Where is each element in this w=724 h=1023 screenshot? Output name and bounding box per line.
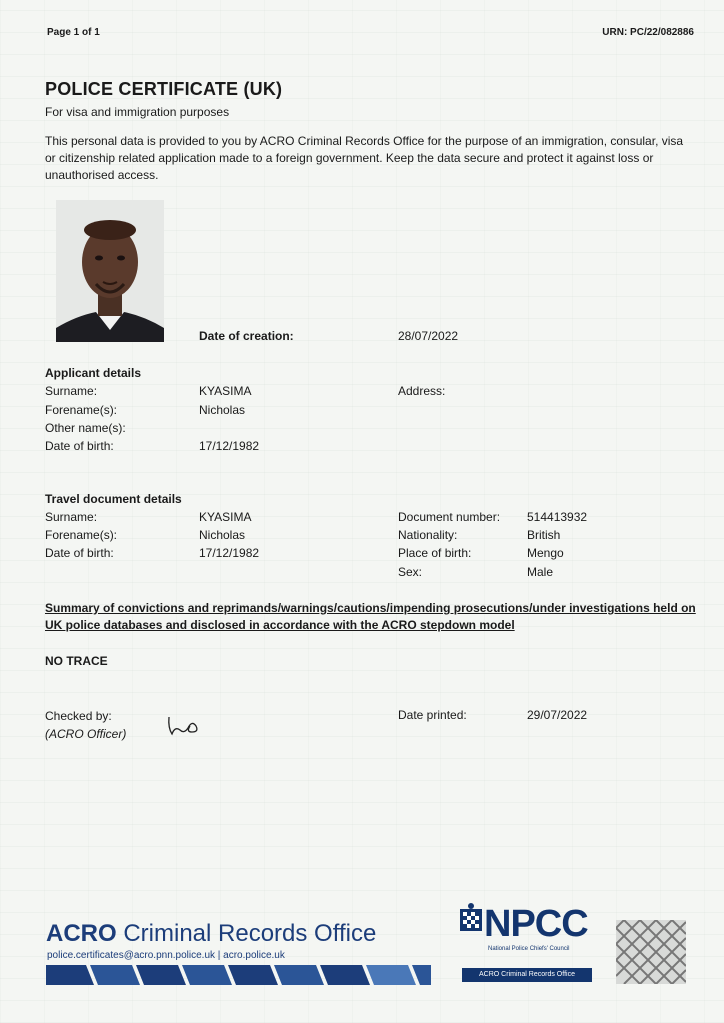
travel-dob-label: Date of birth: (45, 546, 114, 560)
intro-paragraph: This personal data is provided to you by ACRO Criminal Records Office for the purpose of an immigration, consular, visa or citizenship related application made to a foreign government. Keep the data secure and protect it against loss or unauthorised access. (45, 134, 684, 182)
document-title: POLICE CERTIFICATE (UK) (45, 79, 283, 99)
address-label: Address: (398, 384, 446, 398)
applicant-forename-label: Forename(s): (45, 403, 118, 417)
applicant-heading: Applicant details (45, 366, 142, 380)
acro-logo-text (46, 920, 376, 948)
document-number: 514413932 (527, 510, 588, 524)
creation-date: 28/07/2022 (398, 329, 459, 343)
result-no-trace: NO TRACE (45, 654, 108, 668)
creation-label: Date of creation: (199, 329, 294, 343)
place-of-birth: Mengo (527, 546, 564, 560)
date-printed: 29/07/2022 (527, 708, 588, 722)
urn: URN: PC/22/082886 (602, 27, 694, 38)
security-hologram-icon (616, 920, 686, 989)
acro-contact: police.certificates@acro.pnn.police.uk | acro.police.uk (47, 950, 285, 961)
sex: Male (527, 565, 554, 579)
applicant-surname-label: Surname: (45, 384, 98, 398)
applicant-dob-label: Date of birth: (45, 439, 114, 453)
nationality: British (527, 528, 561, 542)
applicant-surname: KYASIMA (199, 384, 252, 398)
travel-dob: 17/12/1982 (199, 546, 260, 560)
document-number-label: Document number: (398, 510, 501, 524)
document-subtitle: For visa and immigration purposes (45, 105, 230, 119)
applicant-other-names-label: Other name(s): (45, 421, 126, 435)
date-printed-label: Date printed: (398, 708, 467, 722)
npcc-logo-text: NPCC (484, 903, 588, 945)
acro-word: ACRO (46, 920, 117, 947)
officer-label: (ACRO Officer) (45, 727, 127, 741)
npcc-subtitle: National Police Chiefs' Council (488, 946, 570, 952)
acro-stripes (46, 965, 431, 985)
nationality-label: Nationality: (398, 528, 458, 542)
summary-heading: Summary of convictions and reprimands/warnings/cautions/impending prosecutions/under investigations held on UK police databases and disclosed in accordance with the ACRO stepdown model (45, 601, 696, 632)
applicant-photo (56, 200, 164, 342)
applicant-forename: Nicholas (199, 403, 246, 417)
travel-heading: Travel document details (45, 492, 182, 506)
travel-surname-label: Surname: (45, 510, 98, 524)
travel-surname: KYASIMA (199, 510, 252, 524)
applicant-dob: 17/12/1982 (199, 439, 260, 453)
npcc-crest-icon (458, 903, 484, 938)
travel-forename: Nicholas (199, 528, 246, 542)
checked-by-label: Checked by: (45, 709, 112, 723)
sex-label: Sex: (398, 565, 423, 579)
acro-office-name: Criminal Records Office (123, 920, 377, 947)
travel-forename-label: Forename(s): (45, 528, 118, 542)
npcc-band: ACRO Criminal Records Office (462, 968, 592, 982)
place-of-birth-label: Place of birth: (398, 546, 472, 560)
officer-signature (166, 714, 206, 743)
page-number: Page 1 of 1 (47, 27, 100, 38)
